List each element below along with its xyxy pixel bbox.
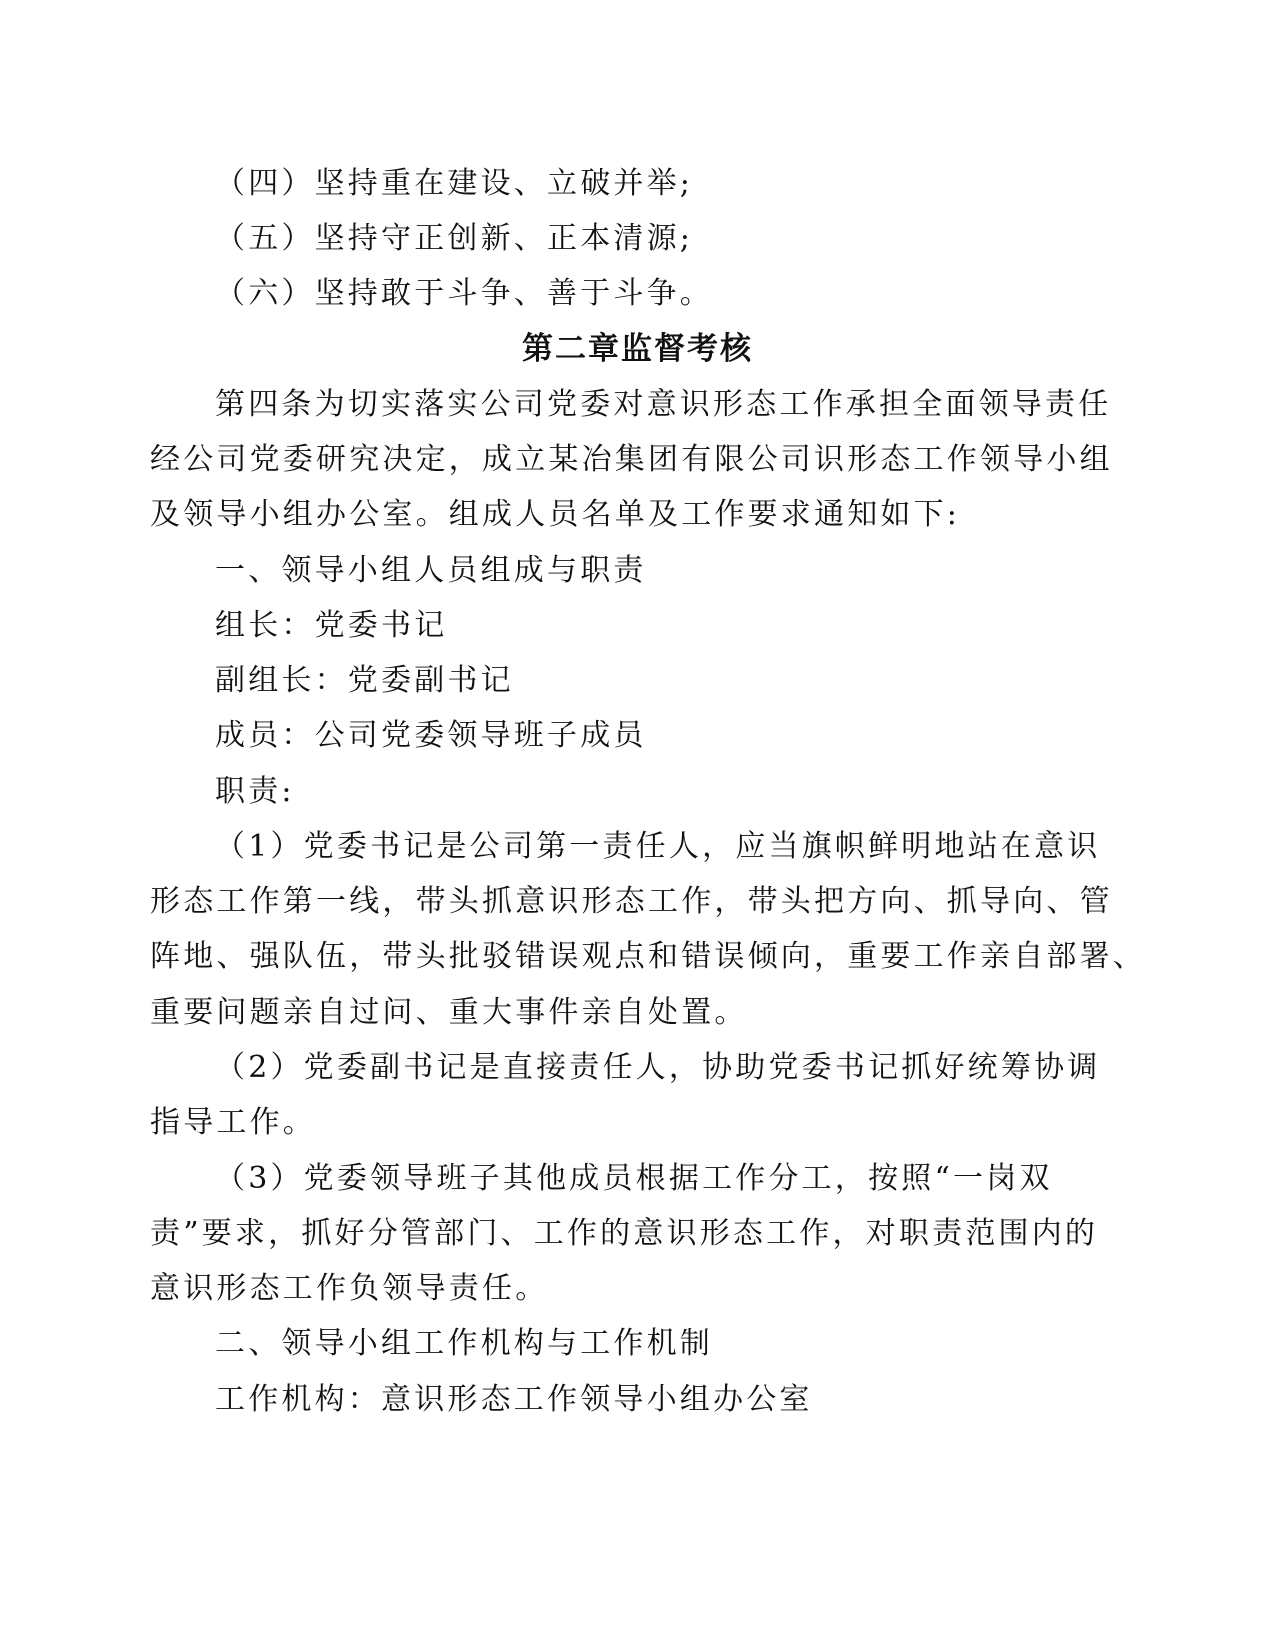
article4-line-2: 经公司党委研究决定，成立某冶集团有限公司识形态工作领导小组 xyxy=(150,442,1113,477)
duty2-line-2: 指导工作。 xyxy=(150,1105,316,1140)
section2-title: 二、领导小组工作机构与工作机制 xyxy=(215,1326,713,1361)
principle-item-4: （四）坚持重在建设、立破并举; xyxy=(215,166,694,201)
principle-item-5: （五）坚持守正创新、正本清源; xyxy=(215,221,694,256)
members-line: 成员：公司党委领导班子成员 xyxy=(215,718,647,753)
duty2-line-1: （2）党委副书记是直接责任人，协助党委书记抓好统筹协调 xyxy=(215,1050,1101,1085)
duty1-line-4: 重要问题亲自过问、重大事件亲自处置。 xyxy=(150,995,748,1030)
principle-item-6: （六）坚持敢于斗争、善于斗争。 xyxy=(215,276,713,311)
duty1-line-2: 形态工作第一线，带头抓意识形态工作，带头把方向、抓导向、管 xyxy=(150,884,1113,919)
section1-title: 一、领导小组人员组成与职责 xyxy=(215,553,647,588)
leader-line: 组长：党委书记 xyxy=(215,608,448,643)
article4-line-1: 第四条为切实落实公司党委对意识形态工作承担全面领导责任 xyxy=(215,387,1112,422)
deputy-leader-line: 副组长：党委副书记 xyxy=(215,663,514,698)
chapter-title: 第二章监督考核 xyxy=(522,331,753,367)
duty3-line-2: 责”要求，抓好分管部门、工作的意识形态工作，对职责范围内的 xyxy=(150,1216,1099,1251)
duty3-line-3: 意识形态工作负领导责任。 xyxy=(150,1271,549,1306)
duties-label: 职责: xyxy=(215,774,295,809)
duty1-line-1: （1）党委书记是公司第一责任人，应当旗帜鲜明地站在意识 xyxy=(215,829,1101,864)
duty1-line-3: 阵地、强队伍，带头批驳错误观点和错误倾向，重要工作亲自部署、 xyxy=(150,939,1146,974)
article4-line-3: 及领导小组办公室。组成人员名单及工作要求通知如下: xyxy=(150,497,961,532)
duty3-line-1: （3）党委领导班子其他成员根据工作分工，按照“一岗双 xyxy=(215,1161,1053,1196)
work-body-line: 工作机构：意识形态工作领导小组办公室 xyxy=(215,1382,813,1417)
